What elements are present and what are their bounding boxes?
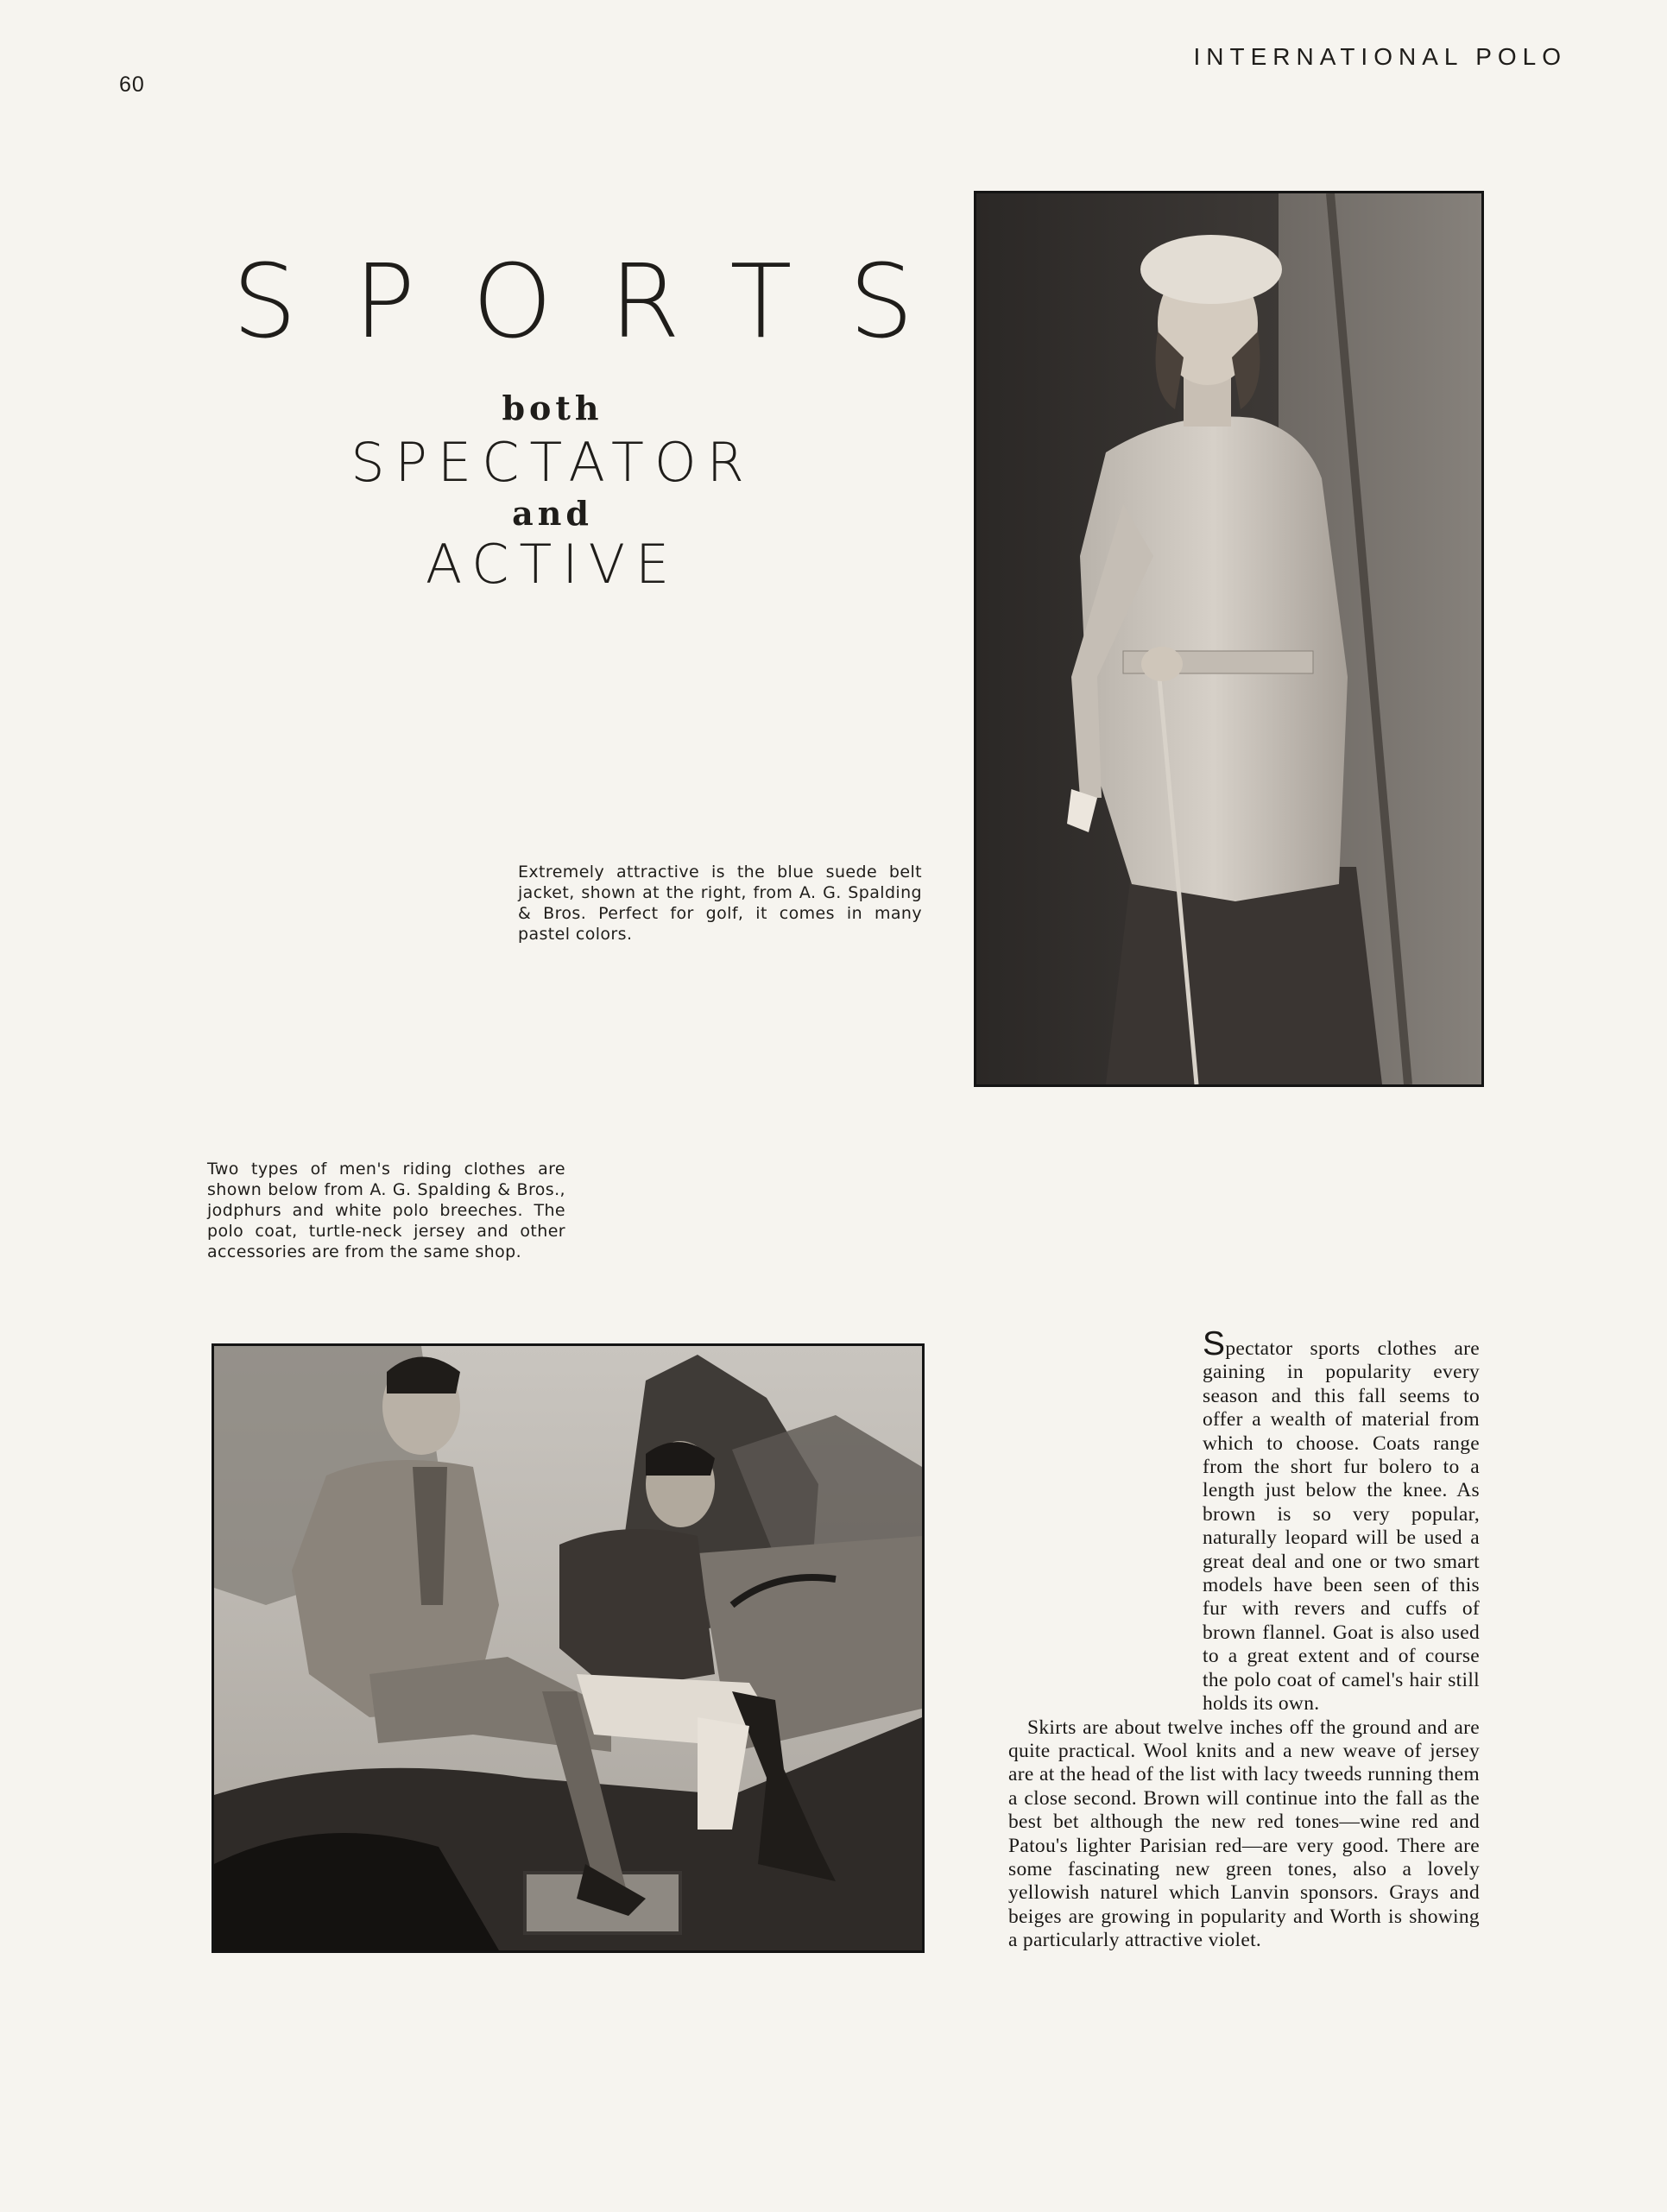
golfer-photo xyxy=(974,191,1484,1087)
article-paragraph-1-text: pectator sports clothes are gaining in popularity every season and this fall seems to offer a wealth of material from which to choose. Coats range from the short fur bolero to a length just below the knee. As brown is so very popular, naturally leopard will be used a great deal and one or two smart models have been seen of this fur with revers and cuffs of brown flannel. Goat is also used to a great extent and of course the polo coat of camel's hair still holds its own. xyxy=(1203,1337,1480,1716)
riding-caption xyxy=(207,1159,565,1262)
title-block xyxy=(194,242,971,596)
jacket-caption xyxy=(518,862,922,945)
article-paragraph-2: Skirts are about twelve inches off the ground and are quite practical. Wool knits and a new weave of jersey are at the head of the list with lacy tweeds running them a close second. Brown will continue into the fall as the best bet although the new red tones—wine red and Patou's lighter Parisian red—are very good. There are some fascinating new green tones, also a lovely yellowish naturel which Lanvin sponsors. Grays and beiges are growing in popularity and Worth is showing a particularly attractive violet. xyxy=(1008,1716,1480,1952)
article-dropcap: S xyxy=(1203,1325,1226,1362)
title-spectator: SPECTATOR xyxy=(350,431,755,494)
title-main: SPORTS xyxy=(232,242,971,361)
article-paragraph-1 xyxy=(1008,1325,1480,1716)
riders-photo xyxy=(212,1343,925,1953)
article-body xyxy=(1008,1325,1480,1953)
jacket-caption-text: Extremely attractive is the blue suede belt jacket, shown at the right, from A. G. Spalding & Bros. Perfect for golf, it comes in many pastel colors. xyxy=(518,863,922,944)
title-connector-both: both xyxy=(502,389,603,427)
title-active: ACTIVE xyxy=(425,533,680,596)
riding-caption-text: Two types of men's riding clothes are shown below from A. G. Spalding & Bros., jodphurs and white polo breeches. The polo coat, turtle-neck jersey and other accessories are from the same shop. xyxy=(207,1160,565,1261)
page-number: 60 xyxy=(119,73,145,97)
title-connector-and: and xyxy=(512,494,593,533)
running-head: INTERNATIONAL POLO xyxy=(1193,43,1567,70)
